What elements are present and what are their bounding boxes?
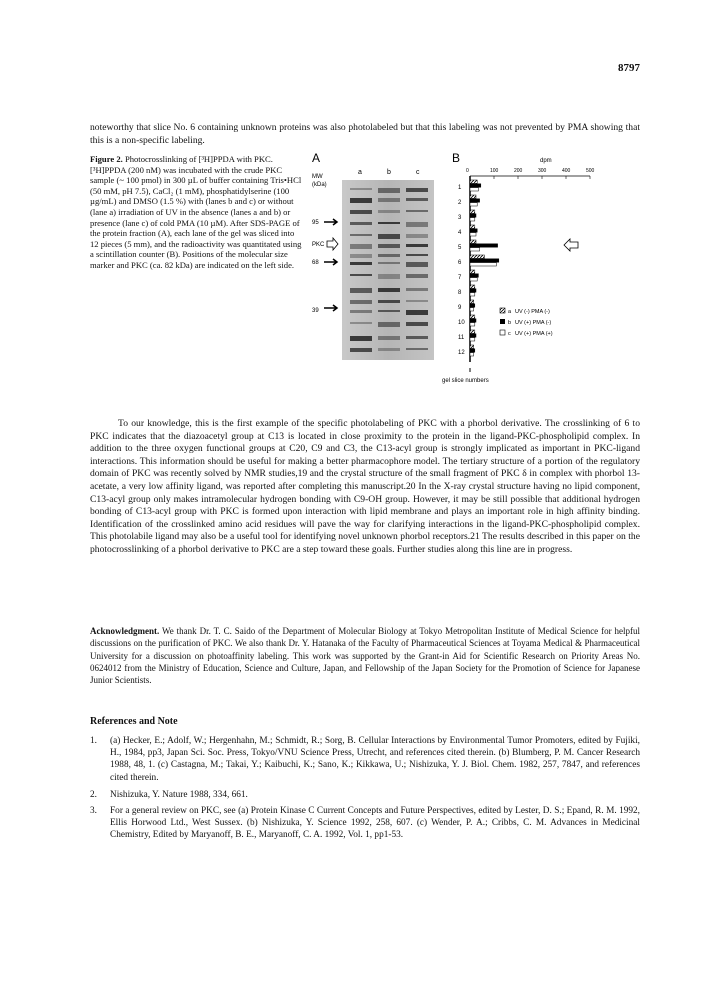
gel-band — [350, 210, 372, 214]
bar-slice-11-series-2 — [470, 334, 476, 337]
bar-slice-7-series-2 — [470, 274, 478, 277]
gel-band — [406, 262, 428, 267]
bar-slice-10-series-3 — [470, 323, 475, 326]
reference-text: Nishizuka, Y. Nature 1988, 334, 661. — [110, 790, 248, 800]
gel-band — [350, 300, 372, 304]
x-tick-label: 300 — [538, 168, 547, 174]
gel-band — [350, 262, 372, 265]
gel-band — [378, 288, 400, 292]
x-tick-label: 400 — [562, 168, 571, 174]
kda-label: (kDa) — [312, 182, 327, 188]
gel-band — [406, 336, 428, 339]
legend-swatch-c — [500, 330, 505, 335]
legend-text-c: UV (+) PMA (+) — [515, 331, 553, 337]
bar-slice-12-series-3 — [470, 353, 474, 356]
pkc-hollow-arrow — [327, 238, 338, 250]
gel-band — [406, 234, 428, 238]
legend-key-b: b — [508, 320, 512, 326]
bar-slice-4-series-2 — [470, 229, 477, 232]
bar-slice-3-series-2 — [470, 214, 476, 217]
gel-image — [342, 180, 434, 360]
gel-band — [378, 198, 400, 202]
gel-band — [350, 188, 372, 190]
bar-slice-11-series-3 — [470, 338, 475, 341]
bar-slice-10-series-2 — [470, 319, 476, 322]
slice-number-label: 12 — [458, 350, 465, 356]
gel-band — [406, 210, 428, 212]
bar-slice-9-series-3 — [470, 308, 474, 311]
bar-slice-8-series-1 — [470, 285, 475, 288]
gel-band — [406, 322, 428, 326]
x-tick-label: 0 — [466, 168, 469, 174]
reference-number: 2. — [90, 790, 97, 800]
gel-band — [378, 300, 400, 303]
x-axis-ticks — [466, 168, 595, 179]
mw-label: MW — [312, 174, 323, 180]
acknowledgment-text: We thank Dr. T. C. Saido of the Department of Molecular Biology at Tokyo Metropolitan Institute of Medical Science for helpful discussions on the purification of PKC. We also thank Dr. Y. Hatanaka of the Faculty of Pharmaceutical Sciences at Toyama Medical & Pharmaceutical University for a discussion on photoaffinity labeling. This work was supported by the Grant-in Aid for Scientific Research on Priority Areas No. 0624012 from the Ministry of Education, Science and Culture, Japan, and Fellowship of the Japan Society for the Promotion of Science for Japanese Junior Scientists. — [90, 626, 640, 686]
lane-label-a: a — [358, 169, 362, 176]
marker-68: 68 — [312, 260, 319, 266]
marker-39: 39 — [312, 308, 319, 314]
gel-band — [378, 188, 400, 193]
slice-number-label: 8 — [458, 290, 462, 296]
slice-number-label: 11 — [458, 335, 465, 341]
marker-39-arrow — [324, 305, 337, 311]
bar-slice-2-series-2 — [470, 199, 480, 202]
slice-number-label: 9 — [458, 305, 462, 311]
gel-band — [378, 254, 400, 257]
bar-slice-1-series-3 — [470, 188, 478, 191]
bar-slice-7-series-3 — [470, 278, 477, 281]
x-tick-label: 200 — [514, 168, 523, 174]
legend-key-c: c — [508, 331, 511, 337]
bar-slice-12-series-1 — [470, 345, 474, 348]
gel-band — [406, 348, 428, 350]
gel-band — [350, 288, 372, 293]
gel-band — [406, 300, 428, 302]
marker-pkc: PKC — [312, 242, 325, 248]
bar-slice-3-series-1 — [470, 210, 475, 213]
gel-band — [406, 288, 428, 291]
gel-band — [350, 244, 372, 249]
gel-band — [350, 234, 372, 236]
gel-band — [350, 348, 372, 352]
gel-band — [378, 234, 400, 239]
gel-band — [406, 188, 428, 192]
slice-number-label: 10 — [458, 320, 465, 326]
bar-slice-4-series-1 — [470, 225, 475, 228]
gel-band — [406, 274, 428, 278]
bar-slice-3-series-3 — [470, 218, 475, 221]
figure-caption — [90, 154, 304, 271]
bar-group — [470, 180, 499, 356]
gel-band — [406, 222, 428, 227]
caption-label: Figure 2. — [90, 154, 123, 164]
panel-b-label: B — [452, 151, 461, 165]
gel-band — [378, 210, 400, 213]
gel-band — [378, 262, 400, 264]
gel-band — [406, 254, 428, 256]
gel-band — [378, 222, 400, 224]
legend — [500, 308, 553, 337]
x-tick-label: 100 — [490, 168, 499, 174]
bar-slice-1-series-1 — [470, 180, 477, 183]
acknowledgment — [90, 625, 640, 686]
reference-text: (a) Hecker, E.; Adolf, W.; Hergenhahn, M.; Schmidt, R.; Sorg, B. Cellular Interactions by Environmental Tumor Promoters, edited by Fujiki, H., 1984, pp3, Japan Sci. Soc. Press, Tokyo/VNU Science Press, Utrecht, and references cited therein. (b) Blumberg, P. M. Cancer Research 1988, 48, 1. (c) Castagna, M.; Takai, Y.; Kaibuchi, K.; Sano, K.; Kikkawa, U.; Nishizuka, Y. J. Biol. Chem. 1982, 257, 7847, and references cited therein. — [110, 736, 640, 783]
panel-a-label: A — [312, 151, 321, 165]
gel-band — [378, 310, 400, 312]
legend-swatch-a — [500, 308, 505, 313]
figure-svg — [312, 150, 612, 386]
bar-slice-9-series-1 — [470, 300, 474, 303]
gel-band — [406, 198, 428, 201]
bar-slice-5-series-1 — [470, 240, 476, 243]
gel-band — [350, 254, 372, 258]
gel-band — [350, 322, 372, 324]
gel-band — [378, 348, 400, 351]
gel-band — [378, 244, 400, 248]
bar-slice-9-series-2 — [470, 304, 475, 307]
bar-slice-2-series-3 — [470, 203, 477, 206]
gel-band — [350, 336, 372, 341]
dpm-label: dpm — [540, 158, 552, 164]
gel-band — [378, 322, 400, 327]
bar-slice-6-series-1 — [470, 255, 484, 258]
bar-slice-6-series-3 — [470, 263, 496, 266]
gel-band — [350, 222, 372, 225]
references-title: References and Note — [90, 716, 178, 727]
legend-swatch-b — [500, 319, 505, 324]
reference-2 — [90, 789, 640, 801]
marker-95-arrow — [324, 219, 337, 225]
lane-label-b: b — [387, 169, 391, 176]
bar-slice-11-series-1 — [470, 330, 475, 333]
x-tick-label: 500 — [586, 168, 595, 174]
legend-text-a: UV (-) PMA (-) — [515, 309, 550, 315]
gel-band — [350, 198, 372, 203]
slice-number-label: 3 — [458, 215, 462, 221]
reference-1 — [90, 735, 640, 784]
slice-number-label: 7 — [458, 275, 462, 281]
gel-band — [350, 310, 372, 313]
bar-slice-4-series-3 — [470, 233, 476, 236]
caption-body: [³H]PPDA (200 nM) was incubated with the crude PKC sample (~ 100 pmol) in 300 µL of buffer containing Tris•HCl (50 mM, pH 7.5), CaCl₂ (1 mM), phosphatidylserine (100 µg/mL) and DMSO (1.5 %) with (lanes b and c) or without (lane a) irradiation of UV in the absence (lanes a and b) or presence (lane c) of cold PMA (10 µM). After SDS-PAGE of the protein fraction (A), each lane of the gel was sliced into 12 pieces (5 mm), and the radioactivity was quantitated using a scintillation counter (B). Positions of the molecular size marker and PKC (ca. 82 kDa) are indicated on the left side. — [90, 164, 302, 270]
caption-title: Photocrosslinking of [³H]PPDA with PKC. — [124, 154, 273, 164]
gel-band — [406, 310, 428, 315]
figure-2 — [312, 150, 612, 386]
reference-number: 1. — [90, 736, 97, 746]
bar-slice-5-series-2 — [470, 244, 498, 247]
reference-3 — [90, 805, 640, 842]
bar-slice-5-series-3 — [470, 248, 480, 251]
slice-number-label: 1 — [458, 185, 462, 191]
bar-slice-10-series-1 — [470, 315, 475, 318]
bar-slice-8-series-2 — [470, 289, 476, 292]
acknowledgment-label: Acknowledgment. — [90, 626, 160, 636]
bar-slice-7-series-1 — [470, 270, 475, 273]
legend-text-b: UV (+) PMA (-) — [515, 320, 552, 326]
legend-key-a: a — [508, 309, 512, 315]
gel-band — [378, 274, 400, 279]
marker-68-arrow — [324, 259, 337, 265]
intro-paragraph: noteworthy that slice No. 6 containing unknown proteins was also photolabeled but that this labeling was not prevented by PMA showing that this is a non-specific labeling. — [90, 122, 640, 146]
gel-band — [378, 336, 400, 340]
bar-slice-1-series-2 — [470, 184, 481, 187]
reference-text: For a general review on PKC, see (a) Protein Kinase C Current Concepts and Future Perspectives, edited by Lester, D. S.; Epand, R. M. 1992, Ellis Horwood Ltd., West Sussex. (b) Nishizuka, Y. Science 1992, 258, 607. (c) Wender, P. A.; Cribbs, C. M. Advances in Medicinal Chemistry, Edited by Maryanoff, B. E., Maryanoff, C. A. 1992, Vol. 1, pp1-53. — [110, 806, 640, 841]
highlight-arrow — [564, 239, 578, 251]
slice-number-label: 2 — [458, 200, 462, 206]
slice-number-label: 5 — [458, 245, 462, 251]
slice-axis-label: gel slice numbers — [442, 378, 489, 384]
page-number: 8797 — [618, 62, 640, 74]
bar-slice-6-series-2 — [470, 259, 499, 262]
slice-number-label: 4 — [458, 230, 462, 236]
bar-slice-2-series-1 — [470, 195, 476, 198]
slice-numbers — [458, 185, 465, 356]
slice-number-label: 6 — [458, 260, 462, 266]
gel-band — [406, 244, 428, 247]
reference-number: 3. — [90, 806, 97, 816]
bar-slice-12-series-2 — [470, 349, 475, 352]
marker-95: 95 — [312, 220, 319, 226]
lane-label-c: c — [416, 169, 420, 176]
gel-band — [350, 274, 372, 276]
bar-slice-8-series-3 — [470, 293, 475, 296]
body-paragraph: To our knowledge, this is the first example of the specific photolabeling of PKC with a phorbol derivative. The crosslinking of 6 to PKC indicates that the diazoacetyl group at C13 is located in close proximity to the protein in the ligand-PKC-phospholipid complex. In addition to the three oxygen functional groups at C20, C9 and C3, the C13-acyl group is strongly implicated as important in PKC-ligand interactions. This information should be useful for making a better pharmacophore model. The tertiary structure of a portion of the regulatory domain of PKC was recently solved by NMR studies,19 and the crystal structure of the small fragment of PKC δ in complex with phorbol 13-acetate, a very low affinity ligand, was reported after completing this manuscript.20 In the X-ray crystal structure having no lipid component, C13-acyl group only makes intramolecular hydrogen bonding with C9-OH group. However, it may be still possible that additional hydrogen bonding of C13-acyl group with PKC is formed upon interaction with lipid membrane and plays an important role in high affinity binding. Identification of the crosslinked amino acid residues will pave the way for clarifying interactions in the ligand-PKC-phospholipid complex. This photolabile ligand may also be a useful tool for identifying novel unknown phorbol receptors.21 The results described in this paper on the photocrosslinking of a phorbol derivative to PKC are a step toward these goals. Further studies along this line are in progress. — [90, 418, 640, 555]
